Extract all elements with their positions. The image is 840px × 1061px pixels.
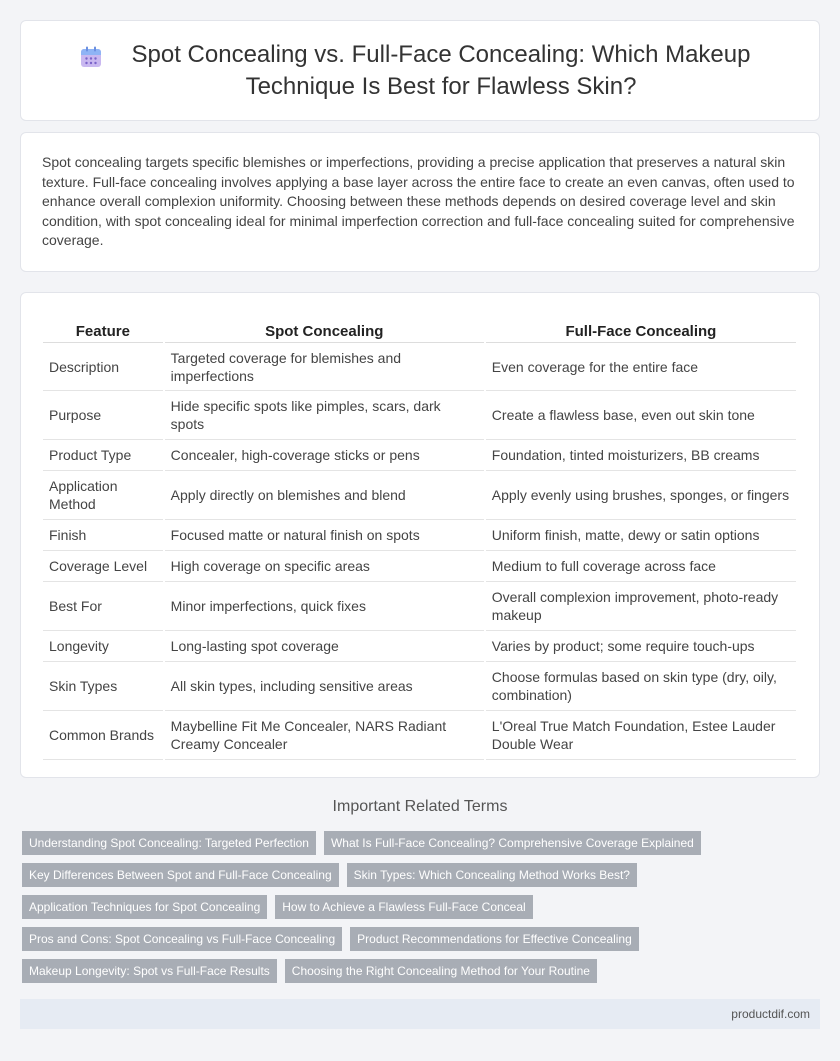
related-term-link[interactable]: How to Achieve a Flawless Full-Face Conceal [275, 895, 532, 919]
table-row [43, 711, 796, 760]
header-feature: Feature [43, 313, 163, 343]
footer [20, 999, 820, 1029]
full-face-cell: Overall complexion improvement, photo-ready makeup [486, 582, 796, 631]
calendar-icon [79, 45, 103, 69]
related-term-link[interactable]: Understanding Spot Concealing: Targeted Perfection [22, 831, 316, 855]
table-row [43, 520, 796, 551]
table-row [43, 471, 796, 520]
spot-cell: Hide specific spots like pimples, scars, dark spots [165, 391, 484, 440]
tag-row [22, 863, 822, 887]
table-row [43, 391, 796, 440]
full-face-cell: Varies by product; some require touch-ups [486, 631, 796, 662]
table-row [43, 582, 796, 631]
header-spot-concealing: Spot Concealing [165, 313, 484, 343]
table-row [43, 551, 796, 582]
feature-cell: Skin Types [43, 662, 163, 711]
full-face-cell: Even coverage for the entire face [486, 343, 796, 391]
table-row [43, 440, 796, 471]
full-face-cell: Medium to full coverage across face [486, 551, 796, 582]
table-row [43, 662, 796, 711]
feature-cell: Common Brands [43, 711, 163, 760]
spot-cell: High coverage on specific areas [165, 551, 484, 582]
header-full-face-concealing: Full-Face Concealing [486, 313, 796, 343]
full-face-cell: Apply evenly using brushes, sponges, or fingers [486, 471, 796, 520]
spot-cell: Apply directly on blemishes and blend [165, 471, 484, 520]
related-terms-list [22, 831, 822, 991]
related-term-link[interactable]: Makeup Longevity: Spot vs Full-Face Results [22, 959, 277, 983]
spot-cell: All skin types, including sensitive areas [165, 662, 484, 711]
intro-text: Spot concealing targets specific blemishes or imperfections, providing a precise application that preserves a natural skin texture. Full-face concealing involves applying a base layer across the entire face to create an even canvas, often used to enhance overall complexion uniformity. Choosing between these methods depends on desired coverage level and skin condition, with spot concealing ideal for minimal imperfection correction and full-face concealing suited for comprehensive coverage. [42, 154, 795, 248]
related-term-link[interactable]: Pros and Cons: Spot Concealing vs Full-Face Concealing [22, 927, 342, 951]
table-row [43, 343, 796, 391]
table-header-row [43, 313, 796, 343]
title-card [20, 20, 820, 121]
table-row [43, 631, 796, 662]
comparison-table [41, 313, 798, 760]
tag-row [22, 959, 822, 983]
spot-cell: Concealer, high-coverage sticks or pens [165, 440, 484, 471]
feature-cell: Application Method [43, 471, 163, 520]
related-terms-heading: Important Related Terms [332, 798, 508, 815]
spot-cell: Maybelline Fit Me Concealer, NARS Radiant Creamy Concealer [165, 711, 484, 760]
site-name[interactable]: productdif.com [731, 1007, 810, 1021]
comparison-card [20, 292, 820, 778]
feature-cell: Coverage Level [43, 551, 163, 582]
feature-cell: Description [43, 343, 163, 391]
spot-cell: Targeted coverage for blemishes and imperfections [165, 343, 484, 391]
related-term-link[interactable]: Choosing the Right Concealing Method for Your Routine [285, 959, 597, 983]
feature-cell: Best For [43, 582, 163, 631]
full-face-cell: Create a flawless base, even out skin tone [486, 391, 796, 440]
tag-row [22, 895, 822, 919]
feature-cell: Product Type [43, 440, 163, 471]
related-term-link[interactable]: Skin Types: Which Concealing Method Works Best? [347, 863, 637, 887]
full-face-cell: Uniform finish, matte, dewy or satin options [486, 520, 796, 551]
tag-row [22, 927, 822, 951]
feature-cell: Finish [43, 520, 163, 551]
related-term-link[interactable]: Key Differences Between Spot and Full-Face Concealing [22, 863, 339, 887]
related-term-link[interactable]: What Is Full-Face Concealing? Comprehensive Coverage Explained [324, 831, 701, 855]
spot-cell: Long-lasting spot coverage [165, 631, 484, 662]
intro-card [20, 132, 820, 272]
related-term-link[interactable]: Application Techniques for Spot Concealing [22, 895, 267, 919]
spot-cell: Focused matte or natural finish on spots [165, 520, 484, 551]
spot-cell: Minor imperfections, quick fixes [165, 582, 484, 631]
related-term-link[interactable]: Product Recommendations for Effective Concealing [350, 927, 639, 951]
full-face-cell: Choose formulas based on skin type (dry, oily, combination) [486, 662, 796, 711]
page-title: Spot Concealing vs. Full-Face Concealing: Which Makeup Technique Is Best for Flawless Skin? [131, 40, 751, 100]
feature-cell: Purpose [43, 391, 163, 440]
full-face-cell: Foundation, tinted moisturizers, BB creams [486, 440, 796, 471]
tag-row [22, 831, 822, 855]
full-face-cell: L'Oreal True Match Foundation, Estee Lauder Double Wear [486, 711, 796, 760]
feature-cell: Longevity [43, 631, 163, 662]
